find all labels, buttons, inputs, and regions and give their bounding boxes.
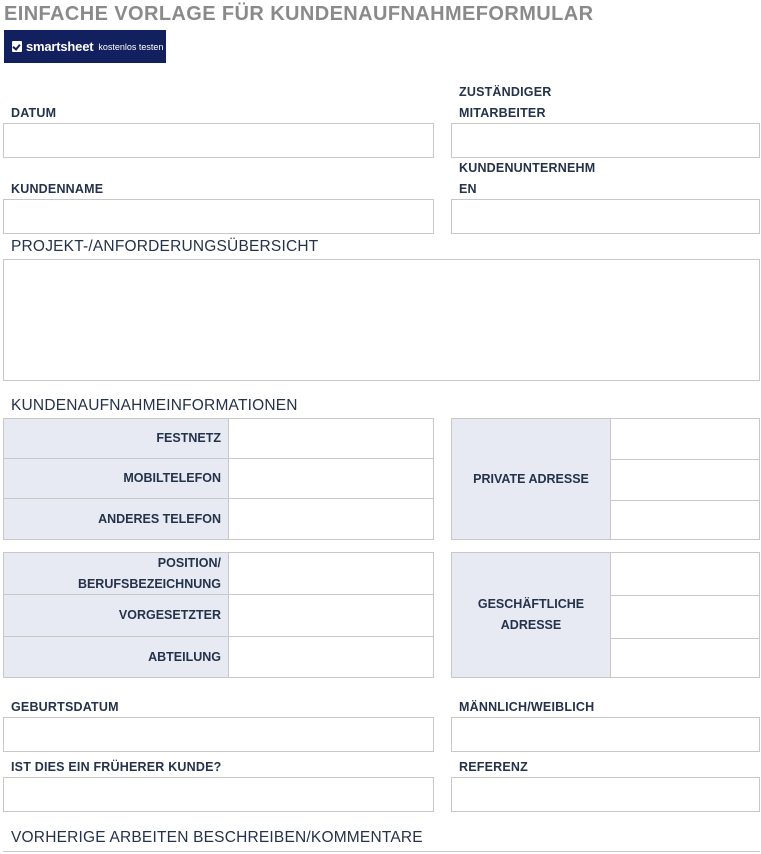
label-mitarbeiter-line2: MITARBEITER	[459, 106, 546, 120]
business-address-line-3[interactable]	[611, 639, 759, 677]
label-unternehmen	[459, 158, 595, 200]
label-referenz: REFERENZ	[459, 760, 528, 774]
festnetz-field[interactable]	[229, 419, 433, 459]
geburtsdatum-field[interactable]	[3, 717, 434, 752]
business-address-fields	[611, 553, 759, 677]
smartsheet-check-icon	[12, 41, 22, 52]
private-address-line-1[interactable]	[611, 419, 759, 460]
job-table	[3, 552, 434, 678]
abteilung-field[interactable]	[229, 637, 433, 677]
section-info: KUNDENAUFNAHMEINFORMATIONEN	[11, 397, 298, 414]
frueherer-kunde-field[interactable]	[3, 777, 434, 812]
label-geschaeftliche-adresse	[452, 553, 611, 677]
label-mobiltelefon: MOBILTELEFON	[4, 459, 229, 499]
private-address-table	[451, 418, 760, 540]
private-address-line-2[interactable]	[611, 460, 759, 501]
label-unternehmen-line1: KUNDENUNTERNEHM	[459, 161, 596, 175]
label-unternehmen-line2: EN	[459, 182, 477, 196]
business-address-table	[451, 552, 760, 678]
section-vorherige: VORHERIGE ARBEITEN BESCHREIBEN/KOMMENTARE	[11, 829, 423, 846]
label-geschaeftliche-line1: GESCHÄFTLICHE	[477, 597, 585, 611]
business-address-line-2[interactable]	[611, 596, 759, 639]
position-field[interactable]	[229, 553, 433, 595]
label-private-adresse: PRIVATE ADRESSE	[452, 419, 611, 539]
label-position-line2: BERUFSBEZEICHNUNG	[77, 576, 221, 591]
label-geburtsdatum: GEBURTSDATUM	[11, 700, 119, 714]
private-address-line-3[interactable]	[611, 501, 759, 539]
label-geschlecht: MÄNNLICH/WEIBLICH	[459, 700, 595, 714]
phone-table	[3, 418, 434, 540]
logo-brand: smartsheet	[26, 39, 94, 54]
label-vorgesetzter: VORGESETZTER	[4, 595, 229, 637]
business-address-line-1[interactable]	[611, 553, 759, 596]
label-anderes-telefon: ANDERES TELEFON	[4, 499, 229, 539]
label-festnetz: FESTNETZ	[4, 419, 229, 459]
label-mitarbeiter	[459, 82, 551, 124]
vorgesetzter-field[interactable]	[229, 595, 433, 637]
label-datum: DATUM	[11, 106, 57, 120]
page-title: EINFACHE VORLAGE FÜR KUNDENAUFNAHMEFORMULAR	[4, 3, 594, 25]
label-abteilung: ABTEILUNG	[4, 637, 229, 677]
logo-tagline: kostenlos testen	[98, 41, 164, 52]
label-kundenname: KUNDENNAME	[11, 182, 104, 196]
vorherige-textarea-top	[3, 851, 760, 852]
mobiltelefon-field[interactable]	[229, 459, 433, 499]
label-position	[4, 553, 229, 595]
label-position-line1: POSITION/	[157, 555, 221, 570]
unternehmen-field[interactable]	[451, 199, 760, 234]
kundenname-field[interactable]	[3, 199, 434, 234]
datum-field[interactable]	[3, 123, 434, 158]
label-frueherer-kunde: IST DIES EIN FRÜHERER KUNDE?	[11, 760, 222, 774]
smartsheet-logo-button[interactable]	[4, 30, 166, 63]
mitarbeiter-field[interactable]	[451, 123, 760, 158]
projekt-textarea[interactable]	[3, 259, 760, 381]
label-geschaeftliche-line2: ADRESSE	[500, 618, 562, 632]
anderes-telefon-field[interactable]	[229, 499, 433, 539]
geschlecht-field[interactable]	[451, 717, 760, 752]
private-address-fields	[611, 419, 759, 539]
referenz-field[interactable]	[451, 777, 760, 812]
label-mitarbeiter-line1: ZUSTÄNDIGER	[459, 85, 552, 99]
section-projekt: PROJEKT-/ANFORDERUNGSÜBERSICHT	[11, 238, 319, 255]
